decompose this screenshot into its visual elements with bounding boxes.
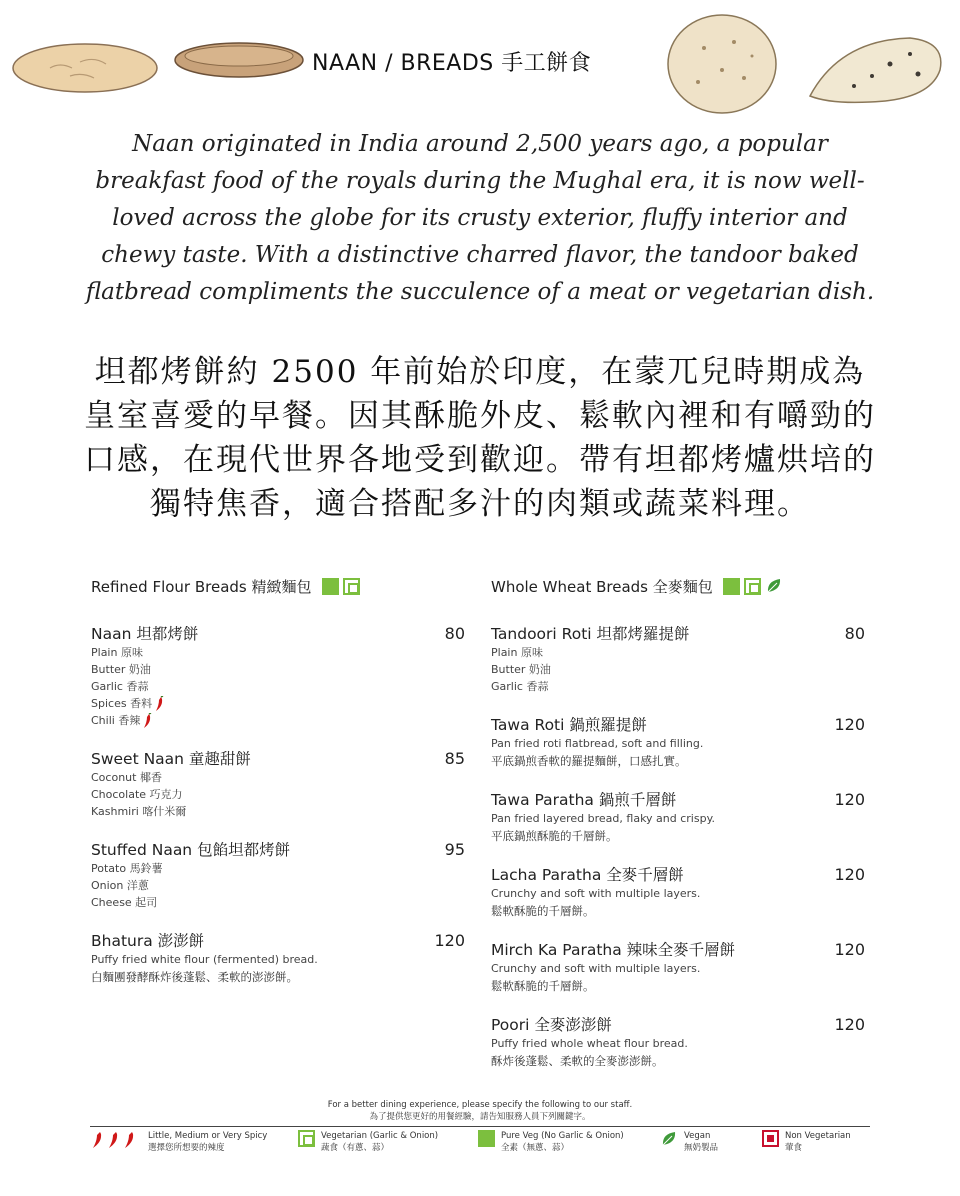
item-price: 120 — [834, 865, 865, 884]
item-name: Stuffed Naan 包餡坦都烤餅 — [91, 841, 291, 859]
item-option: Butter 奶油 — [91, 663, 151, 676]
footer-note-zh: 為了提供您更好的用餐經驗，請告知服務人員下列關鍵字。 — [369, 1112, 591, 1122]
legend-pure-veg: Pure Veg (No Garlic & Onion) 全素（無蔥、蒜） — [478, 1130, 624, 1154]
item-description-zh: 平底鍋煎香軟的羅提麵餅，口感扎實。 — [491, 754, 687, 768]
menu-item — [491, 622, 865, 695]
item-price: 120 — [834, 715, 865, 734]
menu-item — [491, 713, 865, 770]
chili-icon — [142, 713, 152, 729]
item-description-zh: 鬆軟酥脆的千層餅。 — [491, 979, 595, 993]
veg-square-icon — [322, 578, 339, 595]
item-option: Butter 奶油 — [491, 663, 551, 676]
menu-item — [91, 838, 465, 911]
section-heading — [91, 572, 465, 600]
item-name: Tawa Roti 鍋煎羅提餅 — [491, 716, 647, 734]
veg-dot-icon — [744, 578, 761, 595]
intro-chinese: 坦都烤餅約 2500 年前始於印度，在蒙兀兒時期成為皇室喜愛的早餐。因其酥脆外皮、鬆軟內裡和有嚼勁的口感，在現代世界各地受到歡迎。帶有坦都烤爐烘培的獨特焦香，適合搭配多汁的肉類或蔬菜料理。 — [84, 354, 876, 522]
legend-spicy: Little, Medium or Very Spicy 選擇您所想要的辣度 — [90, 1130, 267, 1154]
item-price: 95 — [444, 840, 465, 859]
item-description-en: Puffy fried white flour (fermented) bread. — [91, 953, 318, 966]
item-name: Tawa Paratha 鍋煎千層餅 — [491, 791, 677, 809]
item-option: Chili 香辣 — [91, 712, 465, 729]
footer-divider — [90, 1126, 870, 1127]
footer-note — [0, 1099, 960, 1123]
item-price: 85 — [444, 749, 465, 768]
menu-item — [491, 788, 865, 845]
naan-round-illustration — [664, 12, 780, 116]
veg-dot-icon — [298, 1130, 315, 1147]
legend-non-veg: Non Vegetarian 葷食 — [762, 1130, 851, 1154]
item-description-en: Crunchy and soft with multiple layers. — [491, 962, 701, 975]
item-price: 80 — [844, 624, 865, 643]
item-name: Naan 坦都烤餅 — [91, 625, 199, 643]
nonveg-icon — [762, 1130, 779, 1147]
item-description-zh: 鬆軟酥脆的千層餅。 — [491, 904, 595, 918]
item-price: 120 — [834, 1015, 865, 1034]
item-option: Onion 洋蔥 — [91, 879, 149, 892]
item-name: Sweet Naan 童趣甜餅 — [91, 750, 251, 768]
item-price: 80 — [444, 624, 465, 643]
item-description-zh: 酥炸後蓬鬆、柔軟的全麥澎澎餅。 — [491, 1054, 664, 1068]
refined-flour-section — [91, 572, 465, 1004]
veg-dot-icon — [343, 578, 360, 595]
menu-item — [91, 929, 465, 986]
veg-square-icon — [478, 1130, 495, 1147]
item-name: Poori 全麥澎澎餅 — [491, 1016, 612, 1034]
item-option: Plain 原味 — [91, 646, 143, 659]
chili-icon — [154, 696, 164, 712]
page-title: NAAN / BREADS 手工餅食 — [312, 51, 592, 76]
legend-vegan: Vegan 無奶製品 — [660, 1130, 718, 1154]
section-heading — [491, 572, 865, 600]
item-description-en: Pan fried layered bread, flaky and crispy. — [491, 812, 716, 825]
menu-item — [491, 863, 865, 920]
item-name: Mirch Ka Paratha 辣味全麥千層餅 — [491, 941, 736, 959]
item-option: Coconut 椰香 — [91, 771, 162, 784]
menu-item — [491, 1013, 865, 1070]
footer-note-en: For a better dining experience, please specify the following to our staff. — [327, 1100, 633, 1110]
item-price: 120 — [434, 931, 465, 950]
intro-english: Naan originated in India around 2,500 years ago, a popular breakfast food of the royals during the Mughal era, it is now well-loved across the globe for its crusty exterior, fluffy interior and chewy taste. With a distinctive charred flavor, the tandoor baked flatbread compliments the succulence of a meat or vegetarian dish. — [85, 131, 875, 305]
item-option: Potato 馬鈴薯 — [91, 862, 163, 875]
legend-vegetarian: Vegetarian (Garlic & Onion) 蔬食（有蔥、蒜） — [298, 1130, 438, 1154]
item-name: Bhatura 澎澎餅 — [91, 932, 205, 950]
flatbread-illustration-2 — [172, 36, 307, 84]
item-description-en: Pan fried roti flatbread, soft and filling. — [491, 737, 704, 750]
chili-icon — [90, 1130, 142, 1150]
item-price: 120 — [834, 940, 865, 959]
item-option: Kashmiri 喀什米爾 — [91, 805, 187, 818]
vegan-leaf-icon — [660, 1130, 678, 1148]
item-option: Plain 原味 — [491, 646, 543, 659]
flatbread-illustration-1 — [10, 40, 160, 96]
item-price: 120 — [834, 790, 865, 809]
item-option: Garlic 香蒜 — [91, 680, 149, 693]
veg-square-icon — [723, 578, 740, 595]
item-option: Garlic 香蒜 — [491, 680, 549, 693]
whole-wheat-section — [491, 572, 865, 1088]
item-description-zh: 平底鍋煎酥脆的千層餅。 — [491, 829, 618, 843]
naan-teardrop-illustration — [800, 30, 948, 110]
section-title: Refined Flour Breads 精緻麵包 — [91, 577, 312, 596]
menu-item — [91, 622, 465, 729]
item-description-en: Crunchy and soft with multiple layers. — [491, 887, 701, 900]
item-option: Chocolate 巧克力 — [91, 788, 183, 801]
vegan-leaf-icon — [765, 577, 783, 595]
item-description-en: Puffy fried whole wheat flour bread. — [491, 1037, 688, 1050]
item-option: Spices 香料 — [91, 695, 465, 712]
item-option: Cheese 起司 — [91, 896, 158, 909]
menu-item — [91, 747, 465, 820]
dietary-legend — [90, 1130, 870, 1160]
item-description-zh: 白麵團發酵酥炸後蓬鬆、柔軟的澎澎餅。 — [91, 970, 298, 984]
menu-item — [491, 938, 865, 995]
section-title: Whole Wheat Breads 全麥麵包 — [491, 577, 713, 596]
item-name: Lacha Paratha 全麥千層餅 — [491, 866, 684, 884]
item-name: Tandoori Roti 坦都烤羅提餅 — [491, 625, 690, 643]
